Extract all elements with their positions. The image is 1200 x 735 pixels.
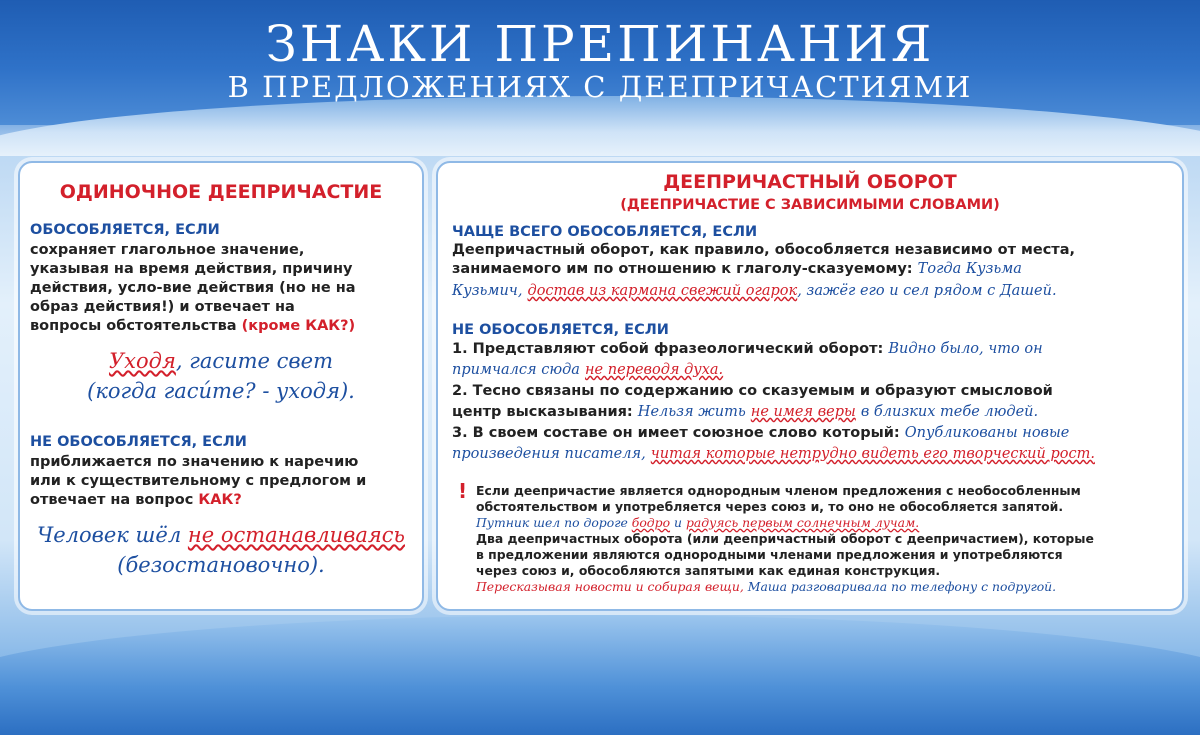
example-text: Кузьмич, (452, 283, 523, 299)
page-title: ЗНАКИ ПРЕПИНАНИЯ (265, 15, 935, 73)
example-word: бодро (631, 515, 671, 530)
right-panel-subheading: (ДЕЕПРИЧАСТИЕ С ЗАВИСИМЫМИ СЛОВАМИ) (620, 197, 1000, 213)
example-text: Путник шел по дороге (476, 515, 628, 530)
right-panel-heading: ДЕЕПРИЧАСТНЫЙ ОБОРОТ (663, 171, 957, 193)
single-participle-panel (18, 161, 424, 611)
left-example-2 (20, 523, 422, 547)
right-note (476, 483, 1176, 595)
example-text: , зажёг его и сел рядом с Дашей. (797, 283, 1057, 299)
list-item: 2. Тесно связаны по содержанию со сказуемым и образуют смысловой (452, 383, 1053, 399)
text-line: отвечает на вопрос (30, 492, 194, 508)
list-item: 3. В своем составе он имеет союзное слово который: (452, 425, 900, 441)
note-exclamation-icon: ! (458, 479, 468, 503)
text-line: центр высказывания: (452, 404, 633, 420)
right-often-label: ЧАЩЕ ВСЕГО ОБОСОБЛЯЕТСЯ, ЕСЛИ (452, 224, 758, 240)
example-text: Нельзя жить (637, 404, 746, 420)
left-example-2-line2: (безостановочно). (117, 553, 325, 577)
list-item: 1. Представляют собой фразеологический оборот: (452, 341, 884, 357)
left-separated-label: ОБОСОБЛЯЕТСЯ, ЕСЛИ (30, 222, 220, 238)
example-word: Уходя (108, 349, 176, 373)
example-phrase: не переводя духа. (585, 362, 724, 378)
right-nonseparated-list (452, 339, 1172, 465)
text-line: сохраняет глагольное значение, (30, 242, 305, 258)
text-line: образ действия!) и отвечает на (30, 299, 295, 315)
text-line: действия, усло-вие действия (но не на (30, 280, 356, 296)
left-example-1 (20, 349, 422, 373)
example-phrase: читая которые нетрудно видеть его творческий рост. (650, 446, 1095, 462)
text-line: Если деепричастие является однородным членом предложения с необособленным (476, 483, 1081, 498)
text-line: приближается по значению к наречию (30, 454, 359, 470)
example-text: в близких тебе людей. (860, 404, 1039, 420)
participial-phrase-panel (436, 161, 1184, 611)
left-example-1-line2: (когда гаси́те? - уходя). (87, 379, 355, 403)
example-phrase: Пересказывая новости и собирая вещи, (476, 579, 744, 594)
text-line: или к существительному с предлогом и (30, 473, 367, 489)
text-line: через союз и, обособляются запятыми как единая конструкция. (476, 563, 941, 578)
footer-wave (0, 615, 1200, 735)
text-line: Деепричастный оборот, как правило, обособляется независимо от места, (452, 242, 1075, 258)
text-line: в предложении являются однородными членами предложения и употребляются (476, 547, 1063, 562)
text-line: занимаемого им по отношению к глаголу-сказуемому: (452, 261, 913, 277)
example-text: и (674, 515, 682, 530)
left-nonseparated-text (30, 453, 420, 510)
example-text: Тогда Кузьма (917, 261, 1022, 277)
text-line: Два деепричастных оборота (или деепричастный оборот с деепричастием), которые (476, 531, 1094, 546)
text-line: указывая на время действия, причину (30, 261, 353, 277)
example-text: Опубликованы новые (904, 425, 1070, 441)
exception-note: (кроме КАК?) (241, 318, 356, 334)
example-text: Человек шёл (36, 523, 182, 547)
left-panel-heading: ОДИНОЧНОЕ ДЕЕПРИЧАСТИЕ (59, 181, 383, 203)
text-line: обстоятельством и употребляется через союз и, то оно не обособляется запятой. (476, 499, 1064, 514)
example-text: примчался сюда (452, 362, 580, 378)
example-text: , гасите свет (175, 349, 333, 373)
left-nonseparated-label: НЕ ОБОСОБЛЯЕТСЯ, ЕСЛИ (30, 434, 247, 450)
page-subtitle: В ПРЕДЛОЖЕНИЯХ С ДЕЕПРИЧАСТИЯМИ (227, 70, 973, 104)
example-phrase: радуясь первым солнечным лучам. (685, 515, 920, 530)
example-text: произведения писателя, (452, 446, 646, 462)
right-often-text (452, 241, 1172, 301)
example-text: Маша разговаривала по телефону с подругой. (747, 579, 1057, 594)
right-nonseparated-label: НЕ ОБОСОБЛЯЕТСЯ, ЕСЛИ (452, 322, 669, 338)
example-phrase: не имея веры (750, 404, 856, 420)
text-line: вопросы обстоятельства (30, 318, 237, 334)
example-phrase: достав из кармана свежий огарок (527, 283, 798, 299)
example-text: Видно было, что он (888, 341, 1043, 357)
left-separated-text (30, 241, 420, 336)
example-phrase: не останавливаясь (187, 523, 405, 547)
question-word: КАК? (198, 492, 242, 508)
